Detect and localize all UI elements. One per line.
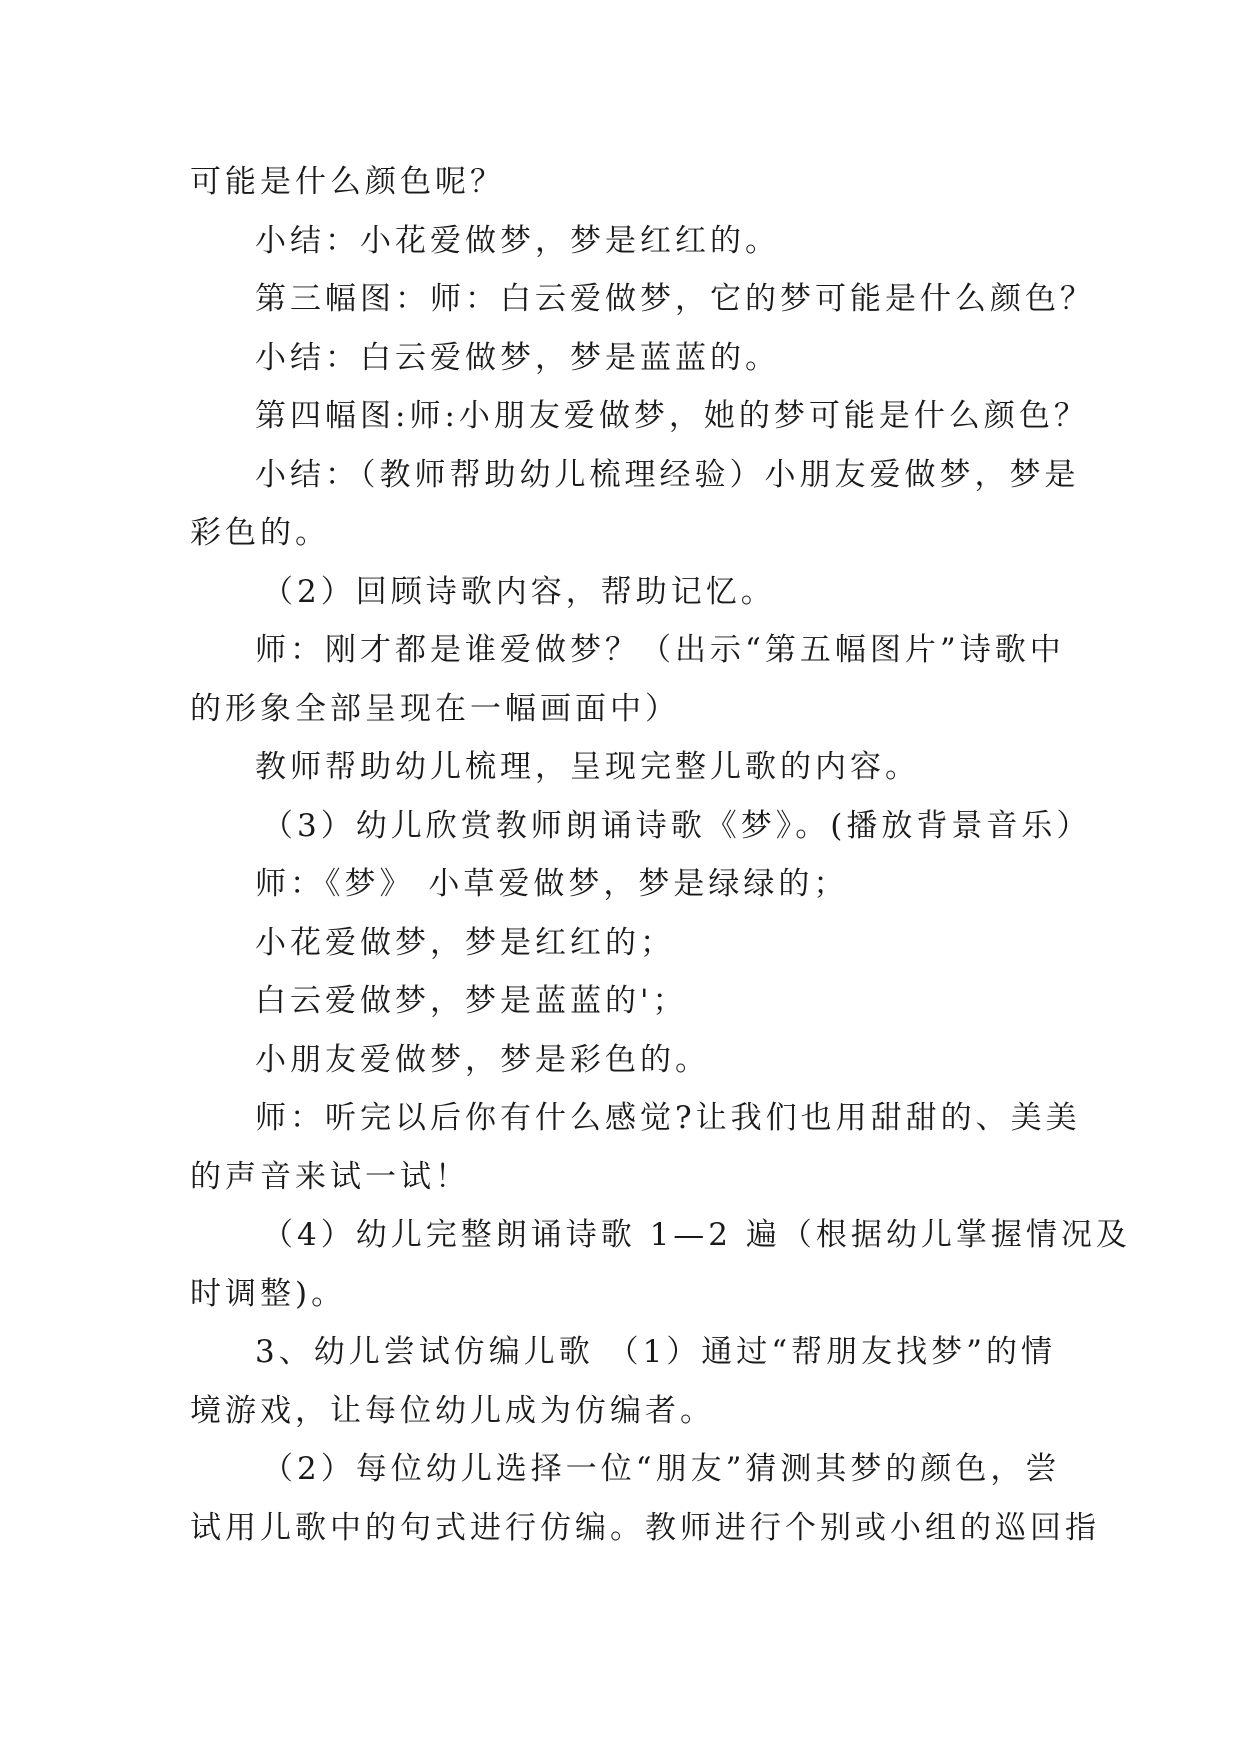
text-line-15: 白云爱做梦，梦是蓝蓝的'； [255,983,688,1019]
text-line-20: 时调整)。 [190,1275,347,1312]
text-line-24: 试用儿歌中的句式进行仿编。教师进行个别或小组的巡回指 [190,1509,1100,1546]
text-line-22: 境游戏，让每位幼儿成为仿编者。 [190,1392,715,1429]
text-line-17: 师：听完以后你有什么感觉?让我们也用甜甜的、美美 [255,1100,1081,1136]
text-line-1: 可能是什么颜色呢？ [190,164,505,200]
text-line-14: 小花爱做梦，梦是红红的； [255,924,675,961]
text-line-3: 第三幅图：师：白云爱做梦，它的梦可能是什么颜色？ [255,281,1095,317]
text-line-6: 小结：（教师帮助幼儿梳理经验）小朋友爱做梦，梦是 [255,456,1080,493]
document-body [190,153,1131,1557]
text-line-21: 3、幼儿尝试仿编儿歌 （1）通过“帮朋友找梦”的情 [255,1334,1056,1370]
text-line-9: 师：刚才都是谁爱做梦？（出示“第五幅图片”诗歌中 [255,632,1065,668]
text-line-12: （3）幼儿欣赏教师朗诵诗歌《梦》。(播放背景音乐） [262,807,1092,844]
text-line-8: （2）回顾诗歌内容，帮助记忆。 [262,573,776,610]
text-line-13: 师：《梦》 小草爱做梦，梦是绿绿的； [255,866,849,902]
text-line-2: 小结：小花爱做梦，梦是红红的。 [255,222,780,259]
text-line-5: 第四幅图:师:小朋友爱做梦，她的梦可能是什么颜色？ [255,398,1089,434]
text-line-10: 的形象全部呈现在一幅画面中） [190,690,680,727]
text-line-19: （4）幼儿完整朗诵诗歌 1—2 遍（根据幼儿掌握情况及 [262,1217,1131,1253]
text-line-11: 教师帮助幼儿梳理，呈现完整儿歌的内容。 [255,749,920,785]
text-line-16: 小朋友爱做梦，梦是彩色的。 [255,1041,710,1078]
text-line-7: 彩色的。 [190,515,330,551]
text-line-23: （2）每位幼儿选择一位“朋友”猜测其梦的颜色，尝 [262,1451,1061,1487]
text-line-4: 小结：白云爱做梦，梦是蓝蓝的。 [255,339,780,376]
text-line-18: 的声音来试一试！ [190,1158,470,1195]
